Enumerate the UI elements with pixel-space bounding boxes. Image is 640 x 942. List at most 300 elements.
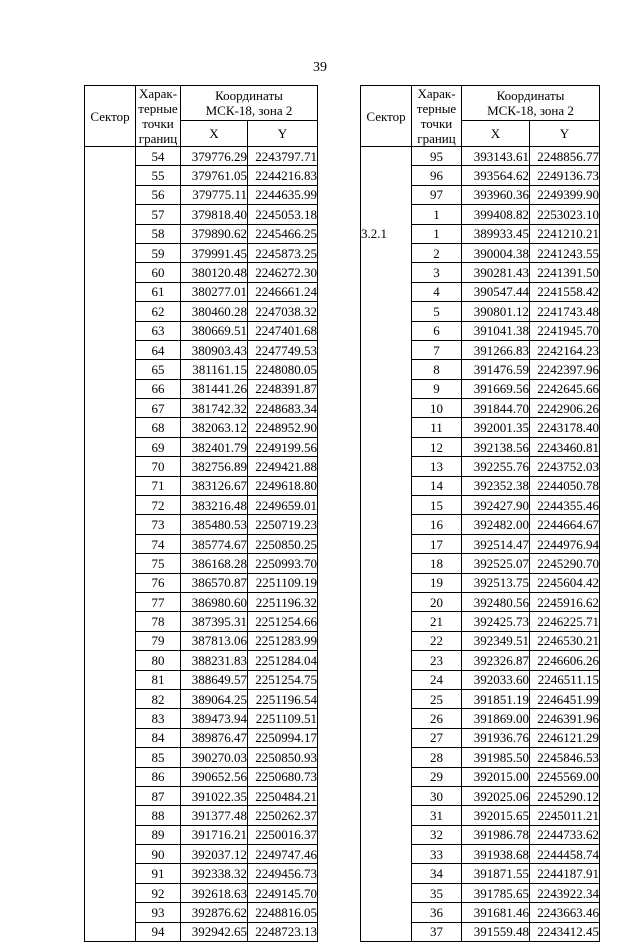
point-number-cell: 9: [412, 379, 462, 398]
point-number-cell: 81: [136, 670, 181, 689]
y-coordinate-cell: 2250719.23: [248, 515, 318, 534]
point-number-cell: 36: [412, 903, 462, 922]
y-coordinate-cell: 2249199.56: [248, 437, 318, 456]
header-y: Y: [530, 121, 600, 147]
y-coordinate-cell: 2248080.05: [248, 360, 318, 379]
point-number-cell: 86: [136, 767, 181, 786]
sector-cell: [85, 767, 136, 786]
point-number-cell: 23: [412, 651, 462, 670]
sector-cell: [361, 379, 412, 398]
y-coordinate-cell: 2242164.23: [530, 340, 600, 359]
y-coordinate-cell: 2248723.13: [248, 922, 318, 941]
table-row: [361, 263, 600, 282]
point-number-cell: 4: [412, 282, 462, 301]
point-number-cell: 80: [136, 651, 181, 670]
table-row: [85, 340, 318, 359]
sector-cell: [85, 554, 136, 573]
point-number-cell: 66: [136, 379, 181, 398]
header-coordinates: Координаты МСК-18, зона 2: [181, 86, 318, 121]
x-coordinate-cell: 390281.43: [462, 263, 530, 282]
y-coordinate-cell: 2243412.45: [530, 922, 600, 941]
point-number-cell: 21: [412, 612, 462, 631]
coordinates-table-left: [84, 85, 318, 942]
y-coordinate-cell: 2244733.62: [530, 825, 600, 844]
x-coordinate-cell: 391985.50: [462, 748, 530, 767]
sector-cell: [361, 418, 412, 437]
table-row: [85, 147, 318, 166]
point-number-cell: 84: [136, 728, 181, 747]
x-coordinate-cell: 381742.32: [181, 399, 248, 418]
point-number-cell: 63: [136, 321, 181, 340]
table-row: [361, 360, 600, 379]
table-row: [85, 379, 318, 398]
y-coordinate-cell: 2245604.42: [530, 573, 600, 592]
point-number-cell: 60: [136, 263, 181, 282]
table-row: [85, 534, 318, 553]
x-coordinate-cell: 391041.38: [462, 321, 530, 340]
point-number-cell: 18: [412, 554, 462, 573]
table-row: [361, 709, 600, 728]
sector-cell: [361, 205, 412, 224]
x-coordinate-cell: 380669.51: [181, 321, 248, 340]
sector-cell: [85, 224, 136, 243]
point-number-cell: 10: [412, 399, 462, 418]
y-coordinate-cell: 2244216.83: [248, 166, 318, 185]
y-coordinate-cell: 2250850.93: [248, 748, 318, 767]
y-coordinate-cell: 2251284.04: [248, 651, 318, 670]
table-row: [85, 651, 318, 670]
sector-cell: [85, 399, 136, 418]
point-number-cell: 6: [412, 321, 462, 340]
x-coordinate-cell: 391844.70: [462, 399, 530, 418]
x-coordinate-cell: 388231.83: [181, 651, 248, 670]
table-row: [361, 185, 600, 204]
table-row: [85, 709, 318, 728]
table-row: [85, 418, 318, 437]
y-coordinate-cell: 2242397.96: [530, 360, 600, 379]
y-coordinate-cell: 2246272.30: [248, 263, 318, 282]
sector-cell: [361, 825, 412, 844]
x-coordinate-cell: 391938.68: [462, 845, 530, 864]
table-row: [361, 806, 600, 825]
x-coordinate-cell: 392138.56: [462, 437, 530, 456]
table-row: [85, 166, 318, 185]
table-row: [85, 205, 318, 224]
point-number-cell: 14: [412, 476, 462, 495]
x-coordinate-cell: 388649.57: [181, 670, 248, 689]
table-row: [85, 573, 318, 592]
sector-cell: [361, 476, 412, 495]
y-coordinate-cell: 2244976.94: [530, 534, 600, 553]
header-x: X: [462, 121, 530, 147]
x-coordinate-cell: 379818.40: [181, 205, 248, 224]
table-row: [85, 748, 318, 767]
x-coordinate-cell: 393143.61: [462, 147, 530, 166]
x-coordinate-cell: 392514.47: [462, 534, 530, 553]
table-row: [85, 457, 318, 476]
y-coordinate-cell: 2243460.81: [530, 437, 600, 456]
sector-cell: [85, 243, 136, 262]
point-number-cell: 93: [136, 903, 181, 922]
sector-cell: [85, 709, 136, 728]
x-coordinate-cell: 390004.38: [462, 243, 530, 262]
table-row: [361, 302, 600, 321]
header-characteristic-points: Харак- терные точки границ: [412, 86, 462, 147]
table-row: [361, 845, 600, 864]
sector-cell: [361, 573, 412, 592]
x-coordinate-cell: 389876.47: [181, 728, 248, 747]
x-coordinate-cell: 389064.25: [181, 689, 248, 708]
header-sector: Сектор: [85, 86, 136, 147]
y-coordinate-cell: 2245873.25: [248, 243, 318, 262]
point-number-cell: 96: [412, 166, 462, 185]
sector-cell: [361, 282, 412, 301]
table-row: [85, 922, 318, 941]
table-row: [85, 282, 318, 301]
sector-cell: [361, 709, 412, 728]
x-coordinate-cell: 392001.35: [462, 418, 530, 437]
y-coordinate-cell: 2249456.73: [248, 864, 318, 883]
y-coordinate-cell: 2250680.73: [248, 767, 318, 786]
x-coordinate-cell: 379776.29: [181, 147, 248, 166]
x-coordinate-cell: 392033.60: [462, 670, 530, 689]
table-row: [85, 224, 318, 243]
table-row: [361, 748, 600, 767]
y-coordinate-cell: 2246391.96: [530, 709, 600, 728]
point-number-cell: 92: [136, 883, 181, 902]
sector-cell: [361, 302, 412, 321]
y-coordinate-cell: 2245916.62: [530, 592, 600, 611]
point-number-cell: 25: [412, 689, 462, 708]
sector-cell: [361, 263, 412, 282]
table-row: [85, 321, 318, 340]
y-coordinate-cell: 2245053.18: [248, 205, 318, 224]
x-coordinate-cell: 391559.48: [462, 922, 530, 941]
y-coordinate-cell: 2247401.68: [248, 321, 318, 340]
x-coordinate-cell: 390801.12: [462, 302, 530, 321]
sector-cell: [85, 728, 136, 747]
sector-cell: [85, 864, 136, 883]
point-number-cell: 68: [136, 418, 181, 437]
point-number-cell: 72: [136, 496, 181, 515]
point-number-cell: 88: [136, 806, 181, 825]
y-coordinate-cell: 2249136.73: [530, 166, 600, 185]
point-number-cell: 11: [412, 418, 462, 437]
table-row: [361, 418, 600, 437]
point-number-cell: 28: [412, 748, 462, 767]
point-number-cell: 73: [136, 515, 181, 534]
y-coordinate-cell: 2245290.12: [530, 786, 600, 805]
sector-cell: [85, 457, 136, 476]
point-number-cell: 61: [136, 282, 181, 301]
page-number: 39: [313, 60, 327, 75]
x-coordinate-cell: 382063.12: [181, 418, 248, 437]
table-row: [85, 243, 318, 262]
table-row: [85, 476, 318, 495]
x-coordinate-cell: 391871.55: [462, 864, 530, 883]
table-row: [85, 728, 318, 747]
table-row: [361, 224, 600, 243]
y-coordinate-cell: 2243178.40: [530, 418, 600, 437]
x-coordinate-cell: 393564.62: [462, 166, 530, 185]
y-coordinate-cell: 2246451.99: [530, 689, 600, 708]
point-number-cell: 77: [136, 592, 181, 611]
y-coordinate-cell: 2249659.01: [248, 496, 318, 515]
y-coordinate-cell: 2247749.53: [248, 340, 318, 359]
header-sector: Сектор: [361, 86, 412, 147]
sector-cell: 3.2.1: [361, 224, 412, 243]
sector-cell: [85, 825, 136, 844]
table-row: [361, 573, 600, 592]
table-row: [361, 651, 600, 670]
sector-cell: [85, 612, 136, 631]
x-coordinate-cell: 382756.89: [181, 457, 248, 476]
table-row: [361, 399, 600, 418]
sector-cell: [361, 748, 412, 767]
x-coordinate-cell: 392425.73: [462, 612, 530, 631]
sector-cell: [85, 573, 136, 592]
y-coordinate-cell: 2246606.26: [530, 651, 600, 670]
y-coordinate-cell: 2249399.90: [530, 185, 600, 204]
y-coordinate-cell: 2242645.66: [530, 379, 600, 398]
table-row: [361, 379, 600, 398]
sector-cell: [85, 340, 136, 359]
point-number-cell: 22: [412, 631, 462, 650]
point-number-cell: 78: [136, 612, 181, 631]
table-row: [361, 496, 600, 515]
y-coordinate-cell: 2241391.50: [530, 263, 600, 282]
y-coordinate-cell: 2251109.19: [248, 573, 318, 592]
point-number-cell: 71: [136, 476, 181, 495]
x-coordinate-cell: 391681.46: [462, 903, 530, 922]
sector-cell: [361, 767, 412, 786]
table-row: [85, 806, 318, 825]
sector-cell: [361, 147, 412, 166]
y-coordinate-cell: 2243922.34: [530, 883, 600, 902]
point-number-cell: 33: [412, 845, 462, 864]
table-row: [361, 457, 600, 476]
point-number-cell: 13: [412, 457, 462, 476]
x-coordinate-cell: 392349.51: [462, 631, 530, 650]
table-row: [85, 767, 318, 786]
table-row: [85, 689, 318, 708]
sector-cell: [85, 748, 136, 767]
point-number-cell: 1: [412, 205, 462, 224]
x-coordinate-cell: 391851.19: [462, 689, 530, 708]
x-coordinate-cell: 379890.62: [181, 224, 248, 243]
x-coordinate-cell: 392338.32: [181, 864, 248, 883]
x-coordinate-cell: 391785.65: [462, 883, 530, 902]
sector-cell: [361, 340, 412, 359]
y-coordinate-cell: 2246511.15: [530, 670, 600, 689]
sector-cell: [85, 845, 136, 864]
x-coordinate-cell: 391022.35: [181, 786, 248, 805]
sector-cell: [85, 903, 136, 922]
point-number-cell: 7: [412, 340, 462, 359]
sector-cell: [85, 515, 136, 534]
x-coordinate-cell: 385774.67: [181, 534, 248, 553]
x-coordinate-cell: 386570.87: [181, 573, 248, 592]
point-number-cell: 58: [136, 224, 181, 243]
y-coordinate-cell: 2251254.66: [248, 612, 318, 631]
point-number-cell: 87: [136, 786, 181, 805]
table-row: [361, 476, 600, 495]
x-coordinate-cell: 387813.06: [181, 631, 248, 650]
point-number-cell: 62: [136, 302, 181, 321]
point-number-cell: 85: [136, 748, 181, 767]
table-row: [85, 864, 318, 883]
point-number-cell: 16: [412, 515, 462, 534]
header-x: X: [181, 121, 248, 147]
sector-cell: [361, 592, 412, 611]
x-coordinate-cell: 386980.60: [181, 592, 248, 611]
sector-cell: [85, 670, 136, 689]
sector-cell: [85, 282, 136, 301]
y-coordinate-cell: 2250850.25: [248, 534, 318, 553]
point-number-cell: 57: [136, 205, 181, 224]
table-row: [361, 515, 600, 534]
x-coordinate-cell: 392015.65: [462, 806, 530, 825]
point-number-cell: 32: [412, 825, 462, 844]
y-coordinate-cell: 2251283.99: [248, 631, 318, 650]
point-number-cell: 29: [412, 767, 462, 786]
point-number-cell: 64: [136, 340, 181, 359]
table-row: [361, 592, 600, 611]
y-coordinate-cell: 2248952.90: [248, 418, 318, 437]
point-number-cell: 1: [412, 224, 462, 243]
sector-cell: [361, 883, 412, 902]
y-coordinate-cell: 2241945.70: [530, 321, 600, 340]
point-number-cell: 69: [136, 437, 181, 456]
sector-cell: [361, 689, 412, 708]
sector-cell: [361, 864, 412, 883]
sector-cell: [361, 243, 412, 262]
sector-cell: [361, 670, 412, 689]
sector-cell: [85, 651, 136, 670]
table-row: [85, 554, 318, 573]
header-y: Y: [248, 121, 318, 147]
table-row: [361, 883, 600, 902]
point-number-cell: 12: [412, 437, 462, 456]
sector-cell: [361, 612, 412, 631]
table-row: [361, 340, 600, 359]
point-number-cell: 91: [136, 864, 181, 883]
sector-cell: [85, 263, 136, 282]
x-coordinate-cell: 391266.83: [462, 340, 530, 359]
x-coordinate-cell: 392525.07: [462, 554, 530, 573]
y-coordinate-cell: 2245466.25: [248, 224, 318, 243]
point-number-cell: 67: [136, 399, 181, 418]
table-row: [361, 825, 600, 844]
sector-cell: [361, 786, 412, 805]
point-number-cell: 83: [136, 709, 181, 728]
y-coordinate-cell: 2244664.67: [530, 515, 600, 534]
y-coordinate-cell: 2251254.75: [248, 670, 318, 689]
x-coordinate-cell: 392482.00: [462, 515, 530, 534]
x-coordinate-cell: 392015.00: [462, 767, 530, 786]
x-coordinate-cell: 390270.03: [181, 748, 248, 767]
sector-cell: [361, 185, 412, 204]
point-number-cell: 59: [136, 243, 181, 262]
sector-cell: [85, 418, 136, 437]
table-row: [361, 147, 600, 166]
header-characteristic-points: Харак- терные точки границ: [136, 86, 181, 147]
point-number-cell: 95: [412, 147, 462, 166]
y-coordinate-cell: 2244355.46: [530, 496, 600, 515]
point-number-cell: 37: [412, 922, 462, 941]
y-coordinate-cell: 2249145.70: [248, 883, 318, 902]
y-coordinate-cell: 2243663.46: [530, 903, 600, 922]
point-number-cell: 94: [136, 922, 181, 941]
table-row: [361, 166, 600, 185]
table-row: [361, 728, 600, 747]
x-coordinate-cell: 392326.87: [462, 651, 530, 670]
y-coordinate-cell: 2248683.34: [248, 399, 318, 418]
y-coordinate-cell: 2244050.78: [530, 476, 600, 495]
sector-cell: [361, 845, 412, 864]
x-coordinate-cell: 392876.62: [181, 903, 248, 922]
sector-cell: [361, 399, 412, 418]
y-coordinate-cell: 2249747.46: [248, 845, 318, 864]
table-row: [85, 612, 318, 631]
sector-cell: [85, 689, 136, 708]
sector-cell: [85, 360, 136, 379]
table-row: [361, 631, 600, 650]
sector-cell: [361, 534, 412, 553]
x-coordinate-cell: 379991.45: [181, 243, 248, 262]
point-number-cell: 56: [136, 185, 181, 204]
y-coordinate-cell: 2250994.17: [248, 728, 318, 747]
table-row: [85, 302, 318, 321]
sector-cell: [85, 185, 136, 204]
x-coordinate-cell: 392942.65: [181, 922, 248, 941]
table-row: [85, 670, 318, 689]
x-coordinate-cell: 392427.90: [462, 496, 530, 515]
sector-cell: [361, 166, 412, 185]
point-number-cell: 34: [412, 864, 462, 883]
coordinates-table-right: [360, 85, 600, 942]
x-coordinate-cell: 383126.67: [181, 476, 248, 495]
table-row: [85, 515, 318, 534]
sector-cell: [361, 360, 412, 379]
table-row: [361, 437, 600, 456]
point-number-cell: 65: [136, 360, 181, 379]
point-number-cell: 2: [412, 243, 462, 262]
x-coordinate-cell: 385480.53: [181, 515, 248, 534]
x-coordinate-cell: 392255.76: [462, 457, 530, 476]
point-number-cell: 30: [412, 786, 462, 805]
x-coordinate-cell: 383216.48: [181, 496, 248, 515]
x-coordinate-cell: 381161.15: [181, 360, 248, 379]
sector-cell: [85, 922, 136, 941]
y-coordinate-cell: 2241558.42: [530, 282, 600, 301]
y-coordinate-cell: 2250484.21: [248, 786, 318, 805]
x-coordinate-cell: 380903.43: [181, 340, 248, 359]
table-row: [361, 670, 600, 689]
table-row: [85, 263, 318, 282]
y-coordinate-cell: 2241243.55: [530, 243, 600, 262]
point-number-cell: 82: [136, 689, 181, 708]
x-coordinate-cell: 391669.56: [462, 379, 530, 398]
table-row: [85, 903, 318, 922]
x-coordinate-cell: 391986.78: [462, 825, 530, 844]
sector-cell: [85, 437, 136, 456]
x-coordinate-cell: 392352.38: [462, 476, 530, 495]
y-coordinate-cell: 2251109.51: [248, 709, 318, 728]
table-row: [85, 360, 318, 379]
point-number-cell: 79: [136, 631, 181, 650]
point-number-cell: 24: [412, 670, 462, 689]
